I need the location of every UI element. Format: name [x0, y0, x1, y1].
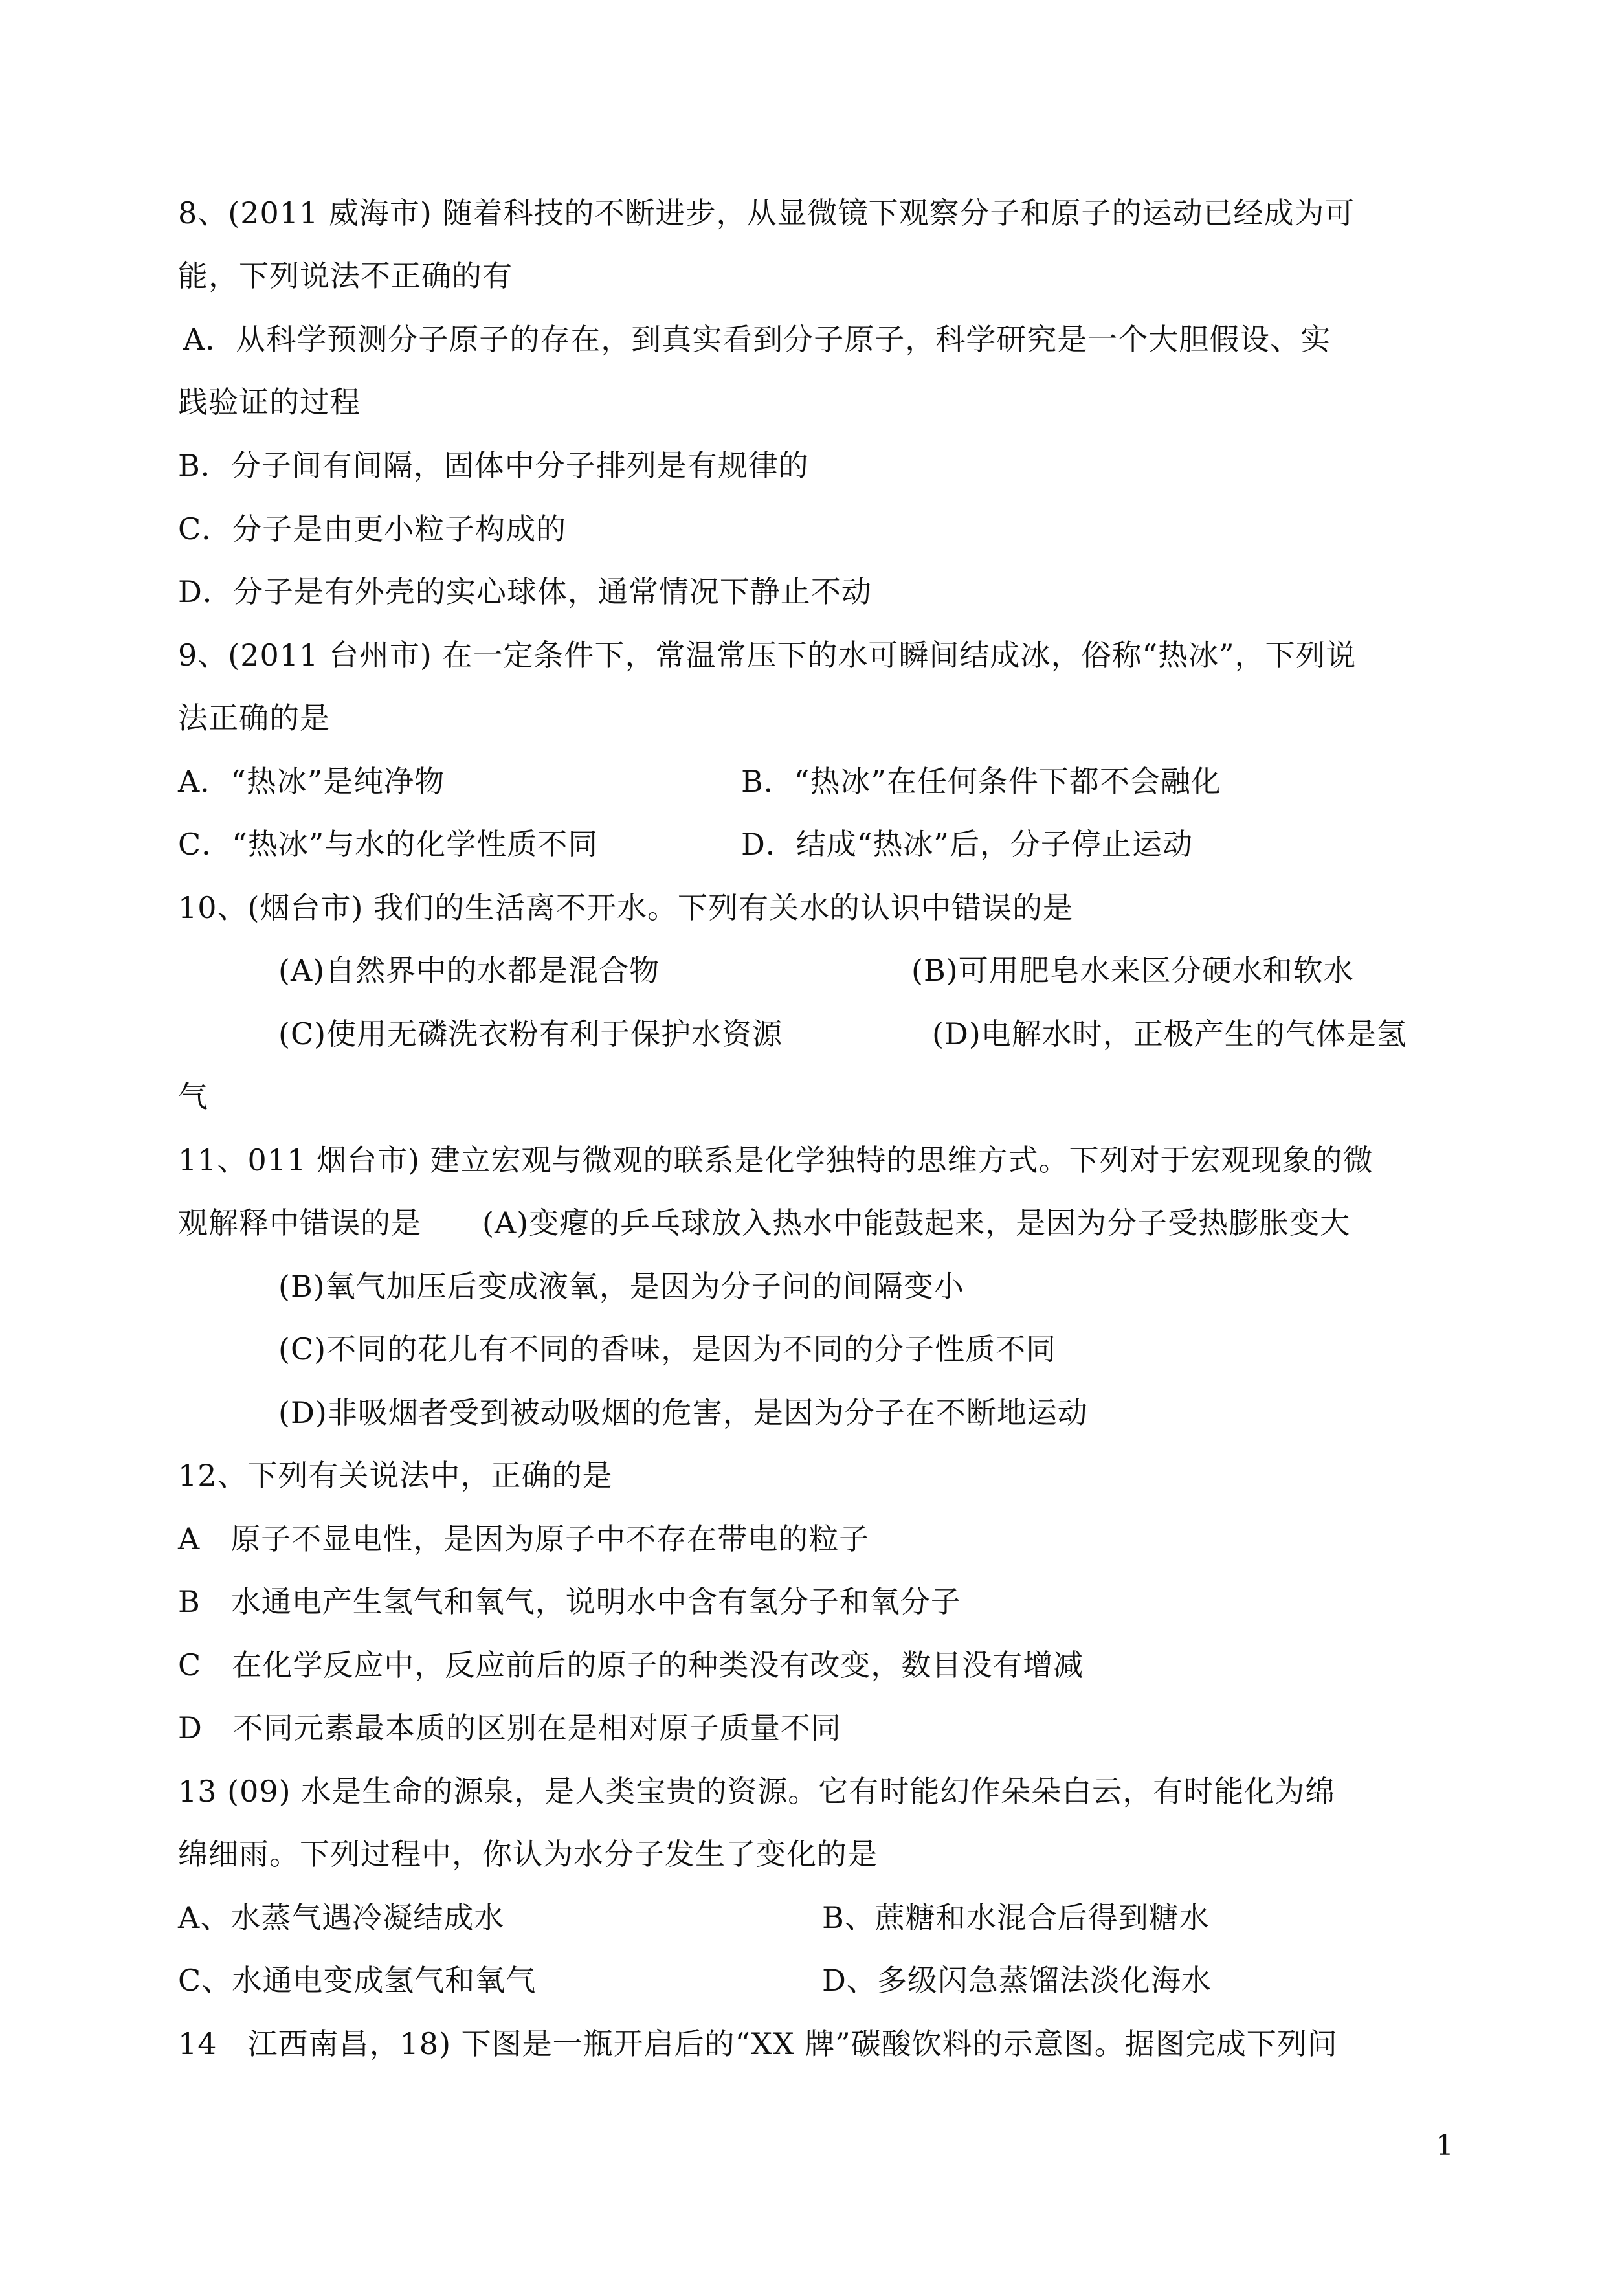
- q10-option-d: (D)电解水时，正极产生的气体是氢: [932, 1016, 1407, 1051]
- q9-option-c: C．“热冰”与水的化学性质不同: [178, 827, 599, 862]
- q8-option-a-line-1: A．从科学预测分子原子的存在，到真实看到分子原子，科学研究是一个大胆假设、实: [183, 322, 1331, 357]
- q10-stem: 10、(烟台市) 我们的生活离不开水。下列有关水的认识中错误的是: [178, 890, 1074, 925]
- q13-option-d: D、多级闪急蒸馏法淡化海水: [822, 1963, 1212, 1998]
- q10-option-c: (C)使用无磷洗衣粉有利于保护水资源: [278, 1016, 783, 1051]
- q8-line-2: 能，下列说法不正确的有: [178, 258, 513, 293]
- q13-line-2: 绵细雨。下列过程中，你认为水分子发生了变化的是: [178, 1837, 878, 1872]
- q10-option-a: (A)自然界中的水都是混合物: [278, 953, 660, 988]
- q8-option-b: B．分子间有间隔，固体中分子排列是有规律的: [178, 448, 809, 483]
- q11-option-c: (C)不同的花儿有不同的香味，是因为不同的分子性质不同: [278, 1332, 1057, 1367]
- q9-line-2: 法正确的是: [178, 700, 330, 735]
- q11-line-2: 观解释中错误的是: [178, 1205, 421, 1240]
- q11-option-b: (B)氧气加压后变成液氧，是因为分子问的间隔变小: [278, 1269, 964, 1304]
- q12-stem: 12、下列有关说法中，正确的是: [178, 1458, 613, 1493]
- q12-option-b: B 水通电产生氢气和氧气，说明水中含有氢分子和氧分子: [178, 1584, 961, 1619]
- q13-option-c: C、水通电变成氢气和氧气: [178, 1963, 537, 1998]
- q10-option-b: (B)可用肥皂水来区分硬水和软水: [911, 953, 1354, 988]
- q8-option-c: C．分子是由更小粒子构成的: [178, 511, 567, 546]
- q12-option-c: C 在化学反应中，反应前后的原子的种类没有改变，数目没有增减: [178, 1648, 1084, 1683]
- q9-option-b: B．“热冰”在任何条件下都不会融化: [741, 764, 1221, 799]
- q9-option-a: A．“热冰”是纯净物: [178, 764, 445, 799]
- q12-option-a: A 原子不显电性，是因为原子中不存在带电的粒子: [178, 1521, 870, 1556]
- q13-option-b: B、蔗糖和水混合后得到糖水: [822, 1900, 1210, 1935]
- q14-stem: 14 江西南昌，18) 下图是一瓶开启后的“XX 牌”碳酸饮料的示意图。据图完成下列问: [178, 2026, 1338, 2061]
- q11-option-d: (D)非吸烟者受到被动吸烟的危害，是因为分子在不断地运动: [278, 1395, 1088, 1430]
- q11-line-1: 11、011 烟台市) 建立宏观与微观的联系是化学独特的思维方式。下列对于宏观现象的微: [178, 1143, 1374, 1178]
- q8-option-d: D．分子是有外壳的实心球体，通常情况下静止不动: [178, 574, 872, 609]
- q13-option-a: A、水蒸气遇冷凝结成水: [178, 1900, 505, 1935]
- q12-option-d: D 不同元素最本质的区别在是相对原子质量不同: [178, 1710, 841, 1745]
- q13-line-1: 13 (09) 水是生命的源泉，是人类宝贵的资源。它有时能幻作朵朵白云，有时能化为绵: [178, 1774, 1336, 1809]
- q10-option-d-continued: 气: [178, 1079, 208, 1114]
- q8-option-a-line-2: 践验证的过程: [178, 385, 361, 419]
- q9-line-1: 9、(2011 台州市) 在一定条件下，常温常压下的水可瞬间结成冰，俗称“热冰”，下列说: [178, 638, 1357, 673]
- q8-line-1: 8、(2011 威海市) 随着科技的不断进步，从显微镜下观察分子和原子的运动已经成为可: [178, 196, 1355, 230]
- q11-option-a: (A)变瘪的乒乓球放入热水中能鼓起来，是因为分子受热膨胀变大: [482, 1205, 1351, 1240]
- q9-option-d: D．结成“热冰”后，分子停止运动: [741, 827, 1193, 862]
- page-number: 1: [1436, 2129, 1454, 2162]
